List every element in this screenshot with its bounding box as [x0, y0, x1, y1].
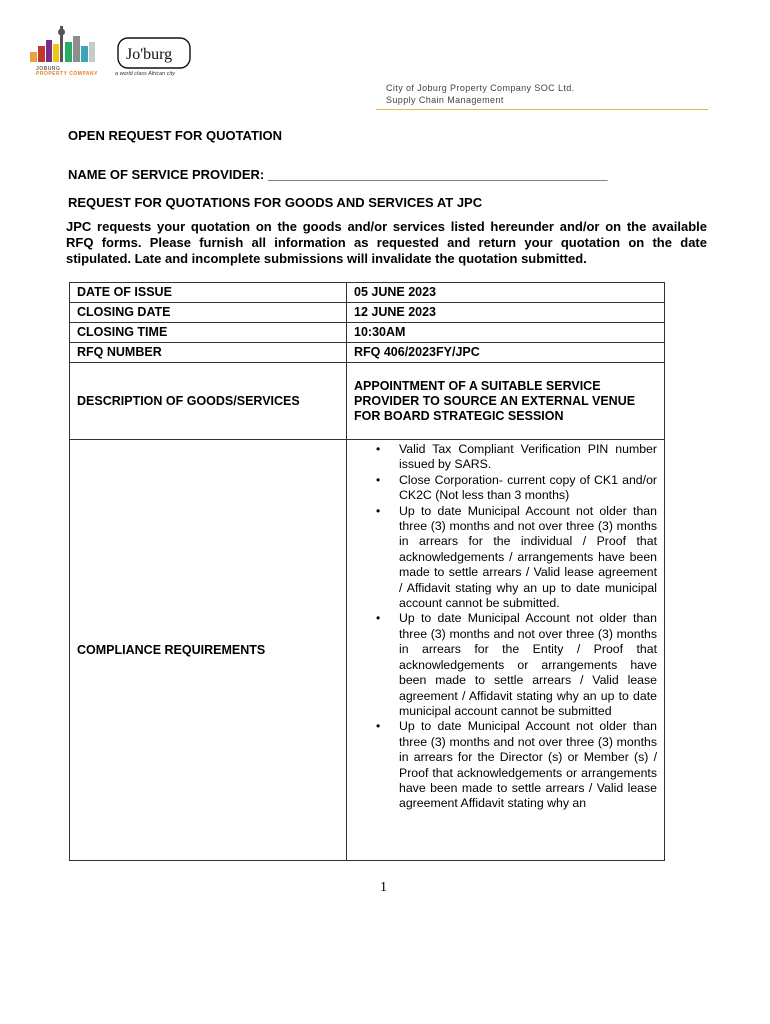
table-row — [70, 283, 665, 303]
row-label: CLOSING TIME — [70, 323, 347, 343]
row-value: 10:30AM — [347, 323, 665, 343]
page-title: OPEN REQUEST FOR QUOTATION — [68, 128, 283, 143]
intro-paragraph: JPC requests your quotation on the goods and/or services listed hereunder and/or on the available RFQ forms. Please furnish all information as requested and return your quotation on the date stipulated. Late and incomplete submissions will invalidate the quotation submitted. — [66, 219, 707, 266]
company-name: City of Joburg Property Company SOC Ltd. — [386, 83, 575, 93]
compliance-list — [354, 442, 657, 812]
svg-text:Jo'burg: Jo'burg — [126, 46, 173, 63]
service-provider-line: NAME OF SERVICE PROVIDER: _______________________________________________ — [68, 167, 608, 182]
list-item: • Close Corporation- current copy of CK1 and/or CK2C (Not less than 3 months) — [376, 472, 657, 503]
bullet-icon: • — [376, 503, 381, 518]
row-label: RFQ NUMBER — [70, 343, 347, 363]
row-value: 05 JUNE 2023 — [347, 283, 665, 303]
bullet-icon: • — [376, 442, 381, 456]
compliance-row — [70, 440, 665, 861]
jpc-logo-label: JOBURG PROPERTY COMPANY — [36, 66, 98, 77]
table-row — [70, 343, 665, 363]
list-item: • Up to date Municipal Account not older than three (3) months and not over three (3) months in arrears for the individual / Proof that acknowledgements / arrangements have been made to settle arrears / Valid lease agreement / Affidavit stating why an up to date municipal account cannot be submitted. — [376, 503, 657, 611]
row-label: DATE OF ISSUE — [70, 283, 347, 303]
joburg-tagline: a world class African city — [115, 71, 176, 77]
page-number: 1 — [380, 880, 387, 895]
bullet-icon: • — [376, 611, 381, 626]
table-row — [70, 303, 665, 323]
list-item: • Up to date Municipal Account not older than three (3) months and not over three (3) months in arrears for the Entity / Proof that acknowledgements or arrangements have been made to settle arrears / Valid lease agreement / Affidavit stating why an up to date municipal account cannot be submitted — [376, 611, 657, 718]
list-item: • Valid Tax Compliant Verification PIN number issued by SARS. — [376, 442, 657, 472]
description-row — [70, 363, 665, 440]
compliance-label: COMPLIANCE REQUIREMENTS — [70, 440, 347, 861]
bullet-icon: • — [376, 472, 381, 487]
company-block — [386, 82, 575, 106]
compliance-list-cell — [347, 440, 665, 861]
table-row — [70, 323, 665, 343]
department: Supply Chain Management — [386, 95, 504, 105]
subtitle: REQUEST FOR QUOTATIONS FOR GOODS AND SERVICES AT JPC — [68, 195, 483, 210]
row-label: CLOSING DATE — [70, 303, 347, 323]
rfq-table — [69, 282, 665, 861]
description-label: DESCRIPTION OF GOODS/SERVICES — [70, 363, 347, 440]
header-rule — [376, 109, 708, 110]
list-item: • Up to date Municipal Account not older than three (3) months and not over three (3) months in arrears for the Director (s) or Member (s) / Proof that acknowledgements or arrangements have been made to settle arrears / Valid lease agreement Affidavit stating why an — [376, 719, 657, 811]
row-value: RFQ 406/2023FY/JPC — [347, 343, 665, 363]
row-value: 12 JUNE 2023 — [347, 303, 665, 323]
description-value: APPOINTMENT OF A SUITABLE SERVICE PROVIDER TO SOURCE AN EXTERNAL VENUE FOR BOARD STRATEGIC SESSION — [347, 363, 665, 440]
bullet-icon: • — [376, 719, 381, 734]
